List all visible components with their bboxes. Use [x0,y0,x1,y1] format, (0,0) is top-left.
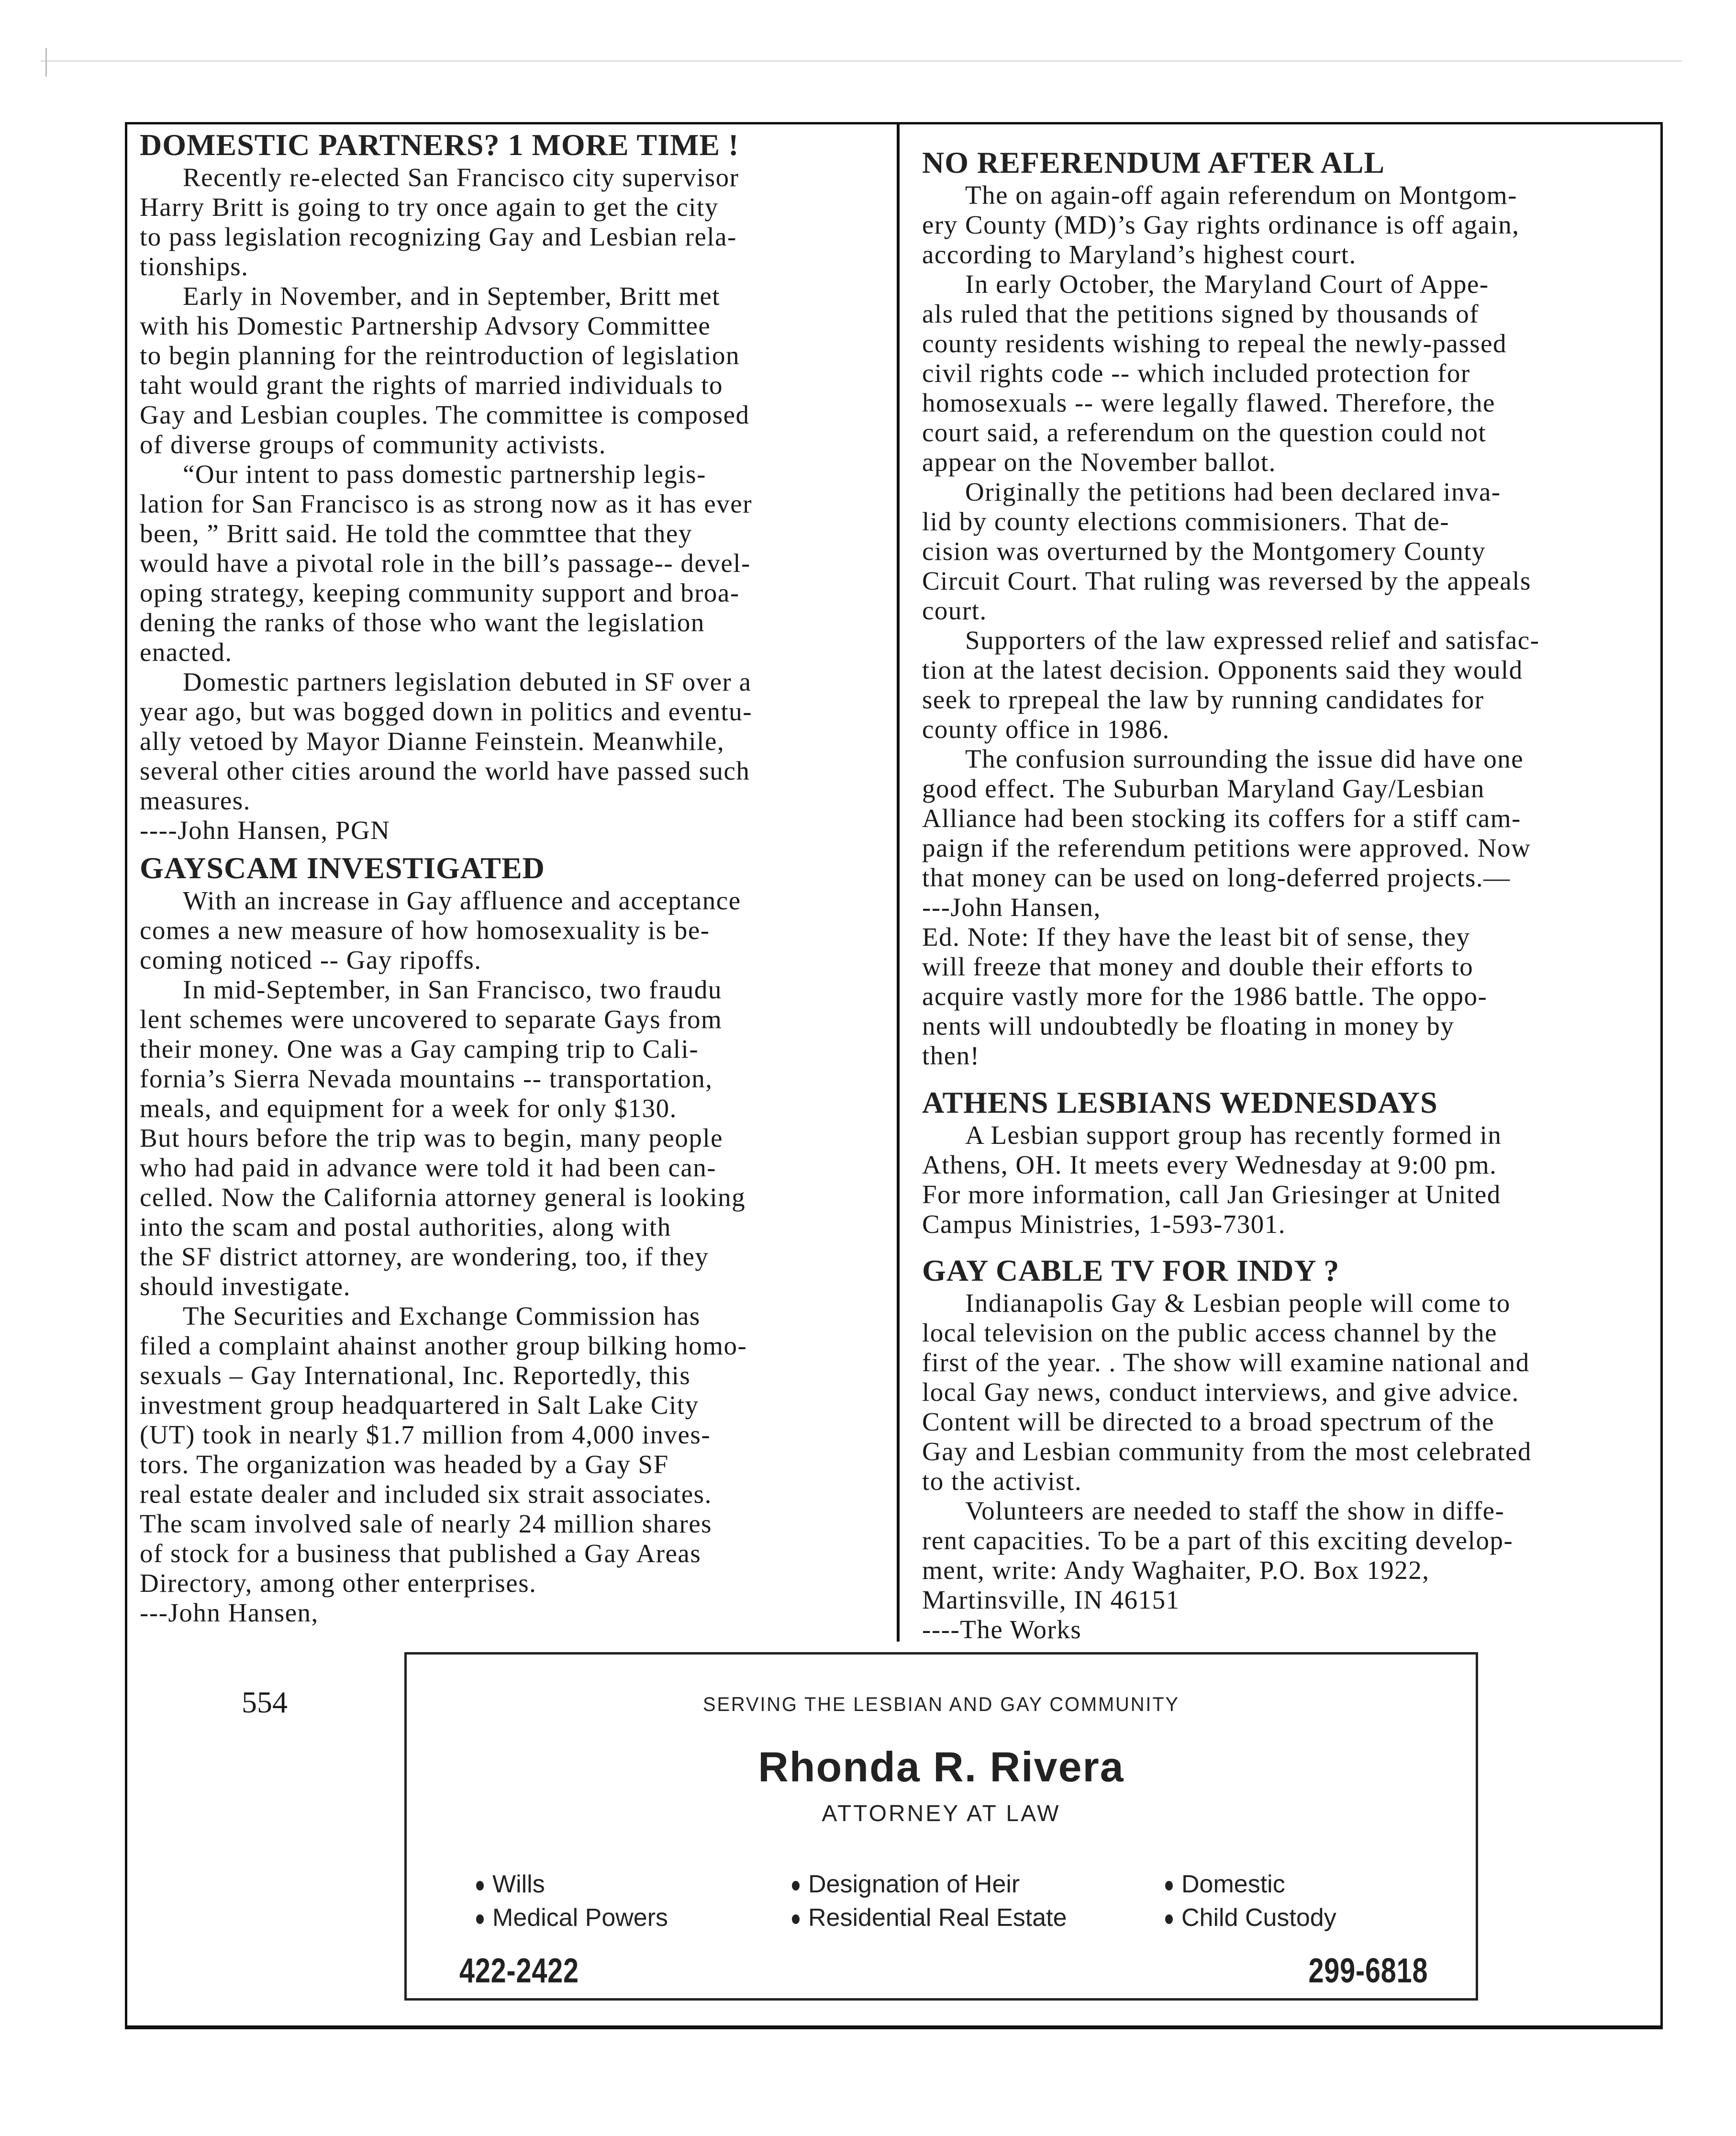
paragraph [922,269,1649,477]
bullet-icon [792,1914,800,1924]
text-line: of diverse groups of community activists. [140,430,606,459]
text-line: fornia’s Sierra Nevada mountains -- transportation, [140,1064,713,1093]
byline-or-note [922,893,1649,922]
bullet-icon [1165,1914,1173,1924]
text-line: with his Domestic Partnership Advsory Committee [140,311,711,340]
text-line: ----The Works [922,1615,1082,1644]
text-line: sexuals – Gay International, Inc. Reportedly, this [140,1361,691,1390]
text-line: their money. One was a Gay camping trip to Cali- [140,1034,699,1063]
article [922,145,1649,1071]
text-line: Recently re-elected San Francisco city supervisor [183,163,739,192]
byline-or-note [922,1615,1649,1644]
article [140,127,886,845]
text-line: Alliance had been stocking its coffers for a stiff cam- [922,804,1521,833]
text-line: tors. The organization was headed by a Gay SF [140,1450,669,1479]
text-line: ment, write: Andy Waghaiter, P.O. Box 1922, [922,1555,1430,1585]
text-line: court. [922,596,987,625]
text-line: rent capacities. To be a part of this exciting develop- [922,1526,1513,1555]
text-line: coming noticed -- Gay ripoffs. [140,945,482,974]
text-line: paign if the referendum petitions were approved. Now [922,833,1531,862]
text-line: meals, and equipment for a week for only $130. [140,1094,677,1123]
text-line: (UT) took in nearly $1.7 million from 4,000 inves- [140,1420,711,1449]
text-line: “Our intent to pass domestic partnership legis- [183,459,706,489]
text-line: will freeze that money and double their efforts to [922,952,1474,981]
paragraph [140,886,886,975]
paragraph [922,744,1649,893]
text-line: ----John Hansen, PGN [140,816,390,845]
text-line: A Lesbian support group has recently formed in [965,1120,1502,1150]
text-line: Originally the petitions had been declared inva- [965,477,1501,506]
bullet-icon [476,1914,484,1924]
text-line: als ruled that the petitions signed by thousands of [922,299,1480,328]
article [922,1253,1649,1644]
paragraph [922,1120,1649,1239]
paragraph [922,477,1649,626]
text-line: then! [922,1041,980,1070]
text-line: Early in November, and in September, Britt met [183,281,721,311]
text-line: court said, a referendum on the question could not [922,418,1487,447]
paragraph [140,975,886,1301]
text-line: dening the ranks of those who want the legislation [140,608,705,637]
text-line: But hours before the trip was to begin, many people [140,1123,723,1152]
ad-service-item [1165,1870,1285,1899]
text-line: tionships. [140,252,249,281]
text-line: to begin planning for the reintroduction of legislation [140,341,740,370]
text-line: would have a pivotal role in the bill’s passage-- devel- [140,548,751,578]
text-line: Indianapolis Gay & Lesbian people will come to [965,1288,1511,1318]
paragraph [140,459,886,667]
text-line: With an increase in Gay affluence and acceptance [183,886,741,915]
text-line: lent schemes were uncovered to separate Gays from [140,1005,723,1034]
paragraph [140,1301,886,1598]
text-line: local television on the public access channel by the [922,1318,1498,1347]
text-line: Circuit Court. That ruling was reversed by the appeals [922,566,1531,595]
text-line: Content will be directed to a broad spectrum of the [922,1407,1495,1436]
text-line: Gay and Lesbian couples. The committee is composed [140,400,750,429]
byline-or-note [140,816,886,845]
text-line: who had paid in advance were told it had been can- [140,1153,717,1182]
text-line: first of the year. . The show will examine national and [922,1348,1530,1377]
text-line: that money can be used on long-deferred projects.— [922,863,1511,892]
text-line: Directory, among other enterprises. [140,1568,537,1598]
text-line: ally vetoed by Mayor Dianne Feinstein. Meanwhile, [140,727,725,756]
paragraph [922,626,1649,744]
article-headline: ATHENS LESBIANS WEDNESDAYS [922,1085,1438,1119]
ad-service-item [792,1903,1067,1932]
service-label: Child Custody [1181,1904,1336,1932]
text-line: Volunteers are needed to staff the show in diffe- [965,1496,1505,1525]
text-line: homosexuals -- were legally flawed. Therefore, the [922,388,1495,417]
paragraph [140,667,886,816]
ad-service-item [1165,1903,1336,1932]
text-line: nents will undoubtedly be floating in money by [922,1011,1455,1040]
page-number: 554 [242,1685,288,1719]
byline-or-note [140,1598,886,1628]
ad-phone-right: 299-6818 [1308,1952,1428,1990]
service-label: Wills [492,1870,545,1898]
text-line: of stock for a business that published a Gay Areas [140,1539,701,1568]
paragraph [922,1288,1649,1496]
text-line: The confusion surrounding the issue did have one [965,744,1524,773]
text-line: into the scam and postal authorities, along with [140,1212,671,1241]
bullet-icon [1165,1881,1173,1890]
bullet-icon [792,1881,800,1890]
text-line: In mid-September, in San Francisco, two fraudu [183,975,722,1004]
text-line: tion at the latest decision. Opponents said they would [922,655,1523,684]
article [140,850,886,1628]
text-line: good effect. The Suburban Maryland Gay/Lesbian [922,774,1485,803]
text-line: lation for San Francisco is as strong now as it has ever [140,489,753,518]
article-headline: NO REFERENDUM AFTER ALL [922,145,1385,179]
scan-mark [45,48,47,77]
ad-service-item [792,1870,1020,1899]
text-line: measures. [140,786,251,815]
paragraph [922,180,1649,269]
text-line: filed a complaint ahainst another group bilking homo- [140,1331,747,1360]
ad-service-item [476,1870,545,1899]
text-line: acquire vastly more for the 1986 battle. The oppo- [922,982,1488,1011]
paragraph [922,1496,1649,1615]
article-headline: GAYSCAM INVESTIGATED [140,851,545,885]
text-line: lid by county elections commisioners. That de- [922,507,1450,536]
text-line: Harry Britt is going to try once again to get the city [140,192,719,222]
text-line: Martinsville, IN 46151 [922,1585,1180,1614]
text-line: to the activist. [922,1466,1082,1496]
text-line: ---John Hansen, [140,1598,319,1627]
text-line: celled. Now the California attorney general is looking [140,1183,746,1212]
attorney-advertisement [404,1652,1478,2001]
scan-top-rule [41,60,1682,62]
column-divider [897,122,900,1642]
text-line: Domestic partners legislation debuted in SF over a [183,667,752,696]
text-line: according to Maryland’s highest court. [922,240,1357,269]
text-line: to pass legislation recognizing Gay and Lesbian rela- [140,222,737,251]
text-line: Campus Ministries, 1-593-7301. [922,1209,1286,1239]
article [922,1085,1649,1239]
text-line: local Gay news, conduct interviews, and give advice. [922,1377,1519,1407]
text-line: seek to rprepeal the law by running candidates for [922,685,1484,714]
text-line: the SF district attorney, are wondering, too, if they [140,1242,709,1271]
service-label: Medical Powers [492,1904,668,1932]
article-headline: GAY CABLE TV FOR INDY ? [922,1253,1340,1287]
text-line: year ago, but was bogged down in politics and eventu- [140,697,753,726]
service-label: Designation of Heir [808,1870,1020,1898]
text-line: cision was overturned by the Montgomery County [922,537,1486,566]
text-line: enacted. [140,637,233,667]
text-line: The Securities and Exchange Commission has [183,1301,701,1331]
ad-service-item [476,1903,668,1932]
paragraph [140,163,886,281]
bullet-icon [476,1881,484,1890]
text-line: comes a new measure of how homosexuality is be- [140,916,710,945]
text-line: The scam involved sale of nearly 24 million shares [140,1509,712,1538]
text-line: several other cities around the world have passed such [140,756,750,785]
text-line: county office in 1986. [922,715,1170,744]
text-line: ---John Hansen, [922,893,1101,922]
text-line: In early October, the Maryland Court of Appe- [965,269,1489,299]
text-line: The on again-off again referendum on Montgom- [965,180,1517,210]
text-line: Athens, OH. It meets every Wednesday at 9:00 pm. [922,1150,1497,1179]
ad-attorney-title: ATTORNEY AT LAW [822,1801,1061,1826]
ad-tagline: SERVING THE LESBIAN AND GAY COMMUNITY [702,1693,1180,1715]
text-line: county residents wishing to repeal the newly-passed [922,329,1507,358]
article-headline: DOMESTIC PARTNERS? 1 MORE TIME ! [140,128,739,162]
text-line: Supporters of the law expressed relief and satisfac- [965,626,1540,655]
paragraph [140,281,886,459]
text-line: real estate dealer and included six strait associates. [140,1479,712,1509]
ad-phone-left: 422-2422 [459,1952,579,1990]
text-line: been, ” Britt said. He told the commttee that they [140,519,692,548]
service-label: Domestic [1181,1870,1285,1898]
byline-or-note [922,922,1649,1071]
text-line: ery County (MD)’s Gay rights ordinance is off again, [922,210,1520,239]
ad-attorney-name: Rhonda R. Rivera [758,1743,1124,1790]
service-label: Residential Real Estate [808,1904,1067,1932]
text-line: For more information, call Jan Griesinger at United [922,1180,1501,1209]
text-line: oping strategy, keeping community support and broa- [140,578,740,607]
text-line: investment group headquartered in Salt Lake City [140,1390,699,1420]
text-line: civil rights code -- which included protection for [922,358,1470,388]
text-line: should investigate. [140,1272,351,1301]
text-line: taht would grant the rights of married individuals to [140,370,723,400]
text-line: Ed. Note: If they have the least bit of sense, they [922,922,1470,951]
text-line: Gay and Lesbian community from the most celebrated [922,1437,1532,1466]
text-line: appear on the November ballot. [922,447,1276,477]
